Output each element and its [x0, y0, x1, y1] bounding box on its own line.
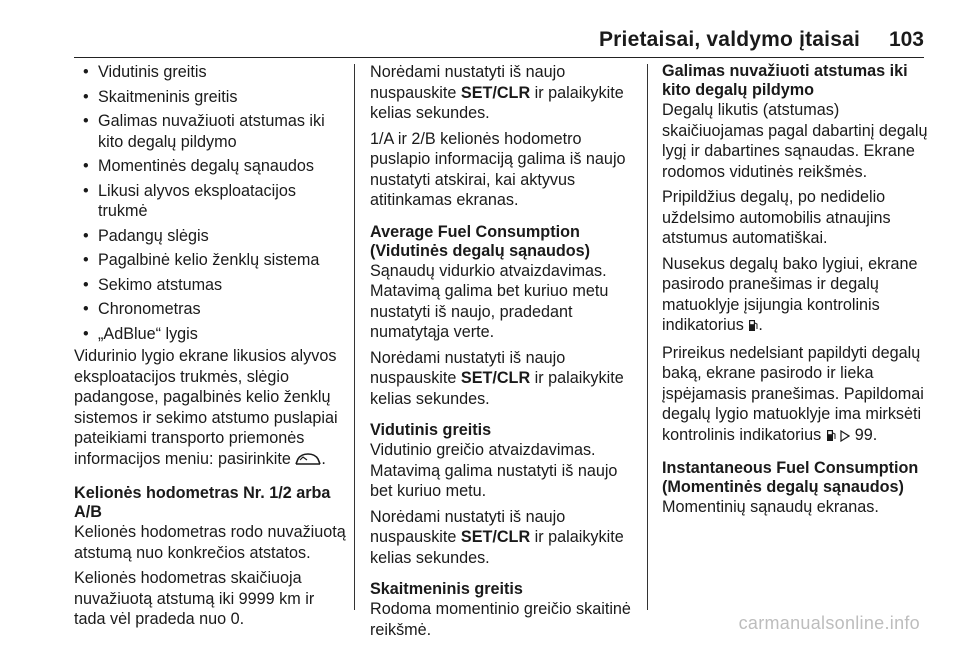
- keyword: SET/CLR: [460, 83, 531, 102]
- list-item: • Chronometras: [83, 300, 201, 318]
- list-item: • Padangų slėgis: [83, 226, 209, 245]
- paragraph: Norėdami nustatyti iš naujo nuspauskite SET/CLR ir palaikykite kelias sekundes.: [370, 63, 624, 122]
- header-rule: [74, 57, 924, 58]
- fuel-pump-icon: [748, 317, 758, 338]
- paragraph: Vidutinio greičio atvaizdavimas. Matavimą galima nustatyti iš naujo bet kuriuo metu.: [370, 441, 618, 500]
- keyword: SET/CLR: [460, 369, 531, 387]
- list-item: • Galimas nuvažiuoti atstumas iki kito degalų pildymo: [83, 112, 325, 151]
- list-item: • „AdBlue“ lygis: [83, 324, 198, 343]
- list-item: • Pagalbinė kelio ženklų sistema: [83, 251, 320, 269]
- keyword: SET/CLR: [460, 528, 531, 546]
- section-heading: Instantaneous Fuel Consumption (Momentinės degalų sąnaudos): [662, 459, 919, 496]
- column-left: [74, 62, 346, 635]
- column-divider: [647, 64, 648, 610]
- bullet-list: [74, 62, 346, 344]
- paragraph: 1/A ir 2/B kelionės hodometro puslapio informaciją galima iš naujo nustatyti atskirai, kai aktyvus atitinkamas ekranas.: [370, 129, 626, 209]
- column-middle: [370, 62, 638, 645]
- car-icon: [295, 451, 321, 472]
- triangle-arrow-icon: [840, 427, 850, 448]
- paragraph: Rodoma momentinio greičio skaitinė reikšmė.: [370, 600, 631, 639]
- list-item: • Likusi alyvos eksploatacijos trukmė: [83, 181, 296, 220]
- paragraph: Pripildžius degalų, po nedidelio uždelsimo automobilis atnaujins atstumus automatiškai.: [662, 188, 891, 247]
- section-heading: Skaitmeninis greitis: [370, 580, 523, 598]
- list-item: • Skaitmeninis greitis: [83, 87, 238, 106]
- paragraph: Norėdami nustatyti iš naujo nuspauskite SET/CLR ir palaikykite kelias sekundes.: [370, 507, 624, 567]
- section-heading: Average Fuel Consumption (Vidutinės degalų sąnaudos): [370, 222, 591, 260]
- fuel-pump-icon: [826, 427, 836, 448]
- page-title: Prietaisai, valdymo įtaisai: [598, 28, 860, 51]
- watermark: carmanualsonline.info: [738, 613, 920, 633]
- column-divider: [354, 64, 355, 610]
- paragraph: Prireikus nedelsiant papildyti degalų baką, ekrane pasirodo ir lieka įspėjamasis pranešimas. Papildomai degalų lygio matuoklyje ima mirksėti kontrolinis indikatorius 99.: [662, 343, 932, 448]
- column-right: [662, 62, 932, 523]
- page-header: [0, 0, 960, 58]
- section-heading: Vidutinis greitis: [370, 421, 492, 439]
- paragraph: Kelionės hodometras skaičiuoja nuvažiuotą atstumą iki 9999 km ir tada vėl pradeda nuo 0.: [74, 569, 315, 628]
- page-number: 103: [888, 28, 924, 51]
- paragraph: Sąnaudų vidurkio atvaizdavimas. Matavimą galima bet kuriuo metu nustatyti iš naujo, pradedant numatytąja verte.: [370, 261, 609, 341]
- list-item: • Momentinės degalų sąnaudos: [83, 157, 314, 175]
- paragraph: Kelionės hodometras rodo nuvažiuotą atstumą nuo konkrečios atstatos.: [74, 523, 346, 562]
- section-heading: Galimas nuvažiuoti atstumas iki kito degalų pildymo: [662, 62, 908, 99]
- list-item: • Sekimo atstumas: [83, 275, 223, 294]
- list-item: • Vidutinis greitis: [83, 63, 207, 81]
- section-heading: Kelionės hodometras Nr. 1/2 arba A/B: [74, 484, 331, 521]
- paragraph: Nusekus degalų bako lygiui, ekrane pasirodo pranešimas ir degalų matuoklyje įsijungia kontrolinis indikatorius .: [662, 254, 932, 338]
- paragraph: Momentinių sąnaudų ekranas.: [662, 498, 879, 516]
- paragraph: Vidurinio lygio ekrane likusios alyvos eksploatacijos trukmės, slėgio padangose, pagalbinės kelio ženklų sistemos ir sekimo atstumo puslapiai pateikiami transporto priemonės informacijos meniu: pasirinkite .: [74, 346, 346, 471]
- paragraph: Degalų likutis (atstumas) skaičiuojamas pagal dabartinį degalų lygį ir dabartines sąnaudas. Ekrane rodomos vidutinės reikšmės.: [662, 101, 928, 181]
- paragraph: Norėdami nustatyti iš naujo nuspauskite SET/CLR ir palaikykite kelias sekundes.: [370, 348, 624, 408]
